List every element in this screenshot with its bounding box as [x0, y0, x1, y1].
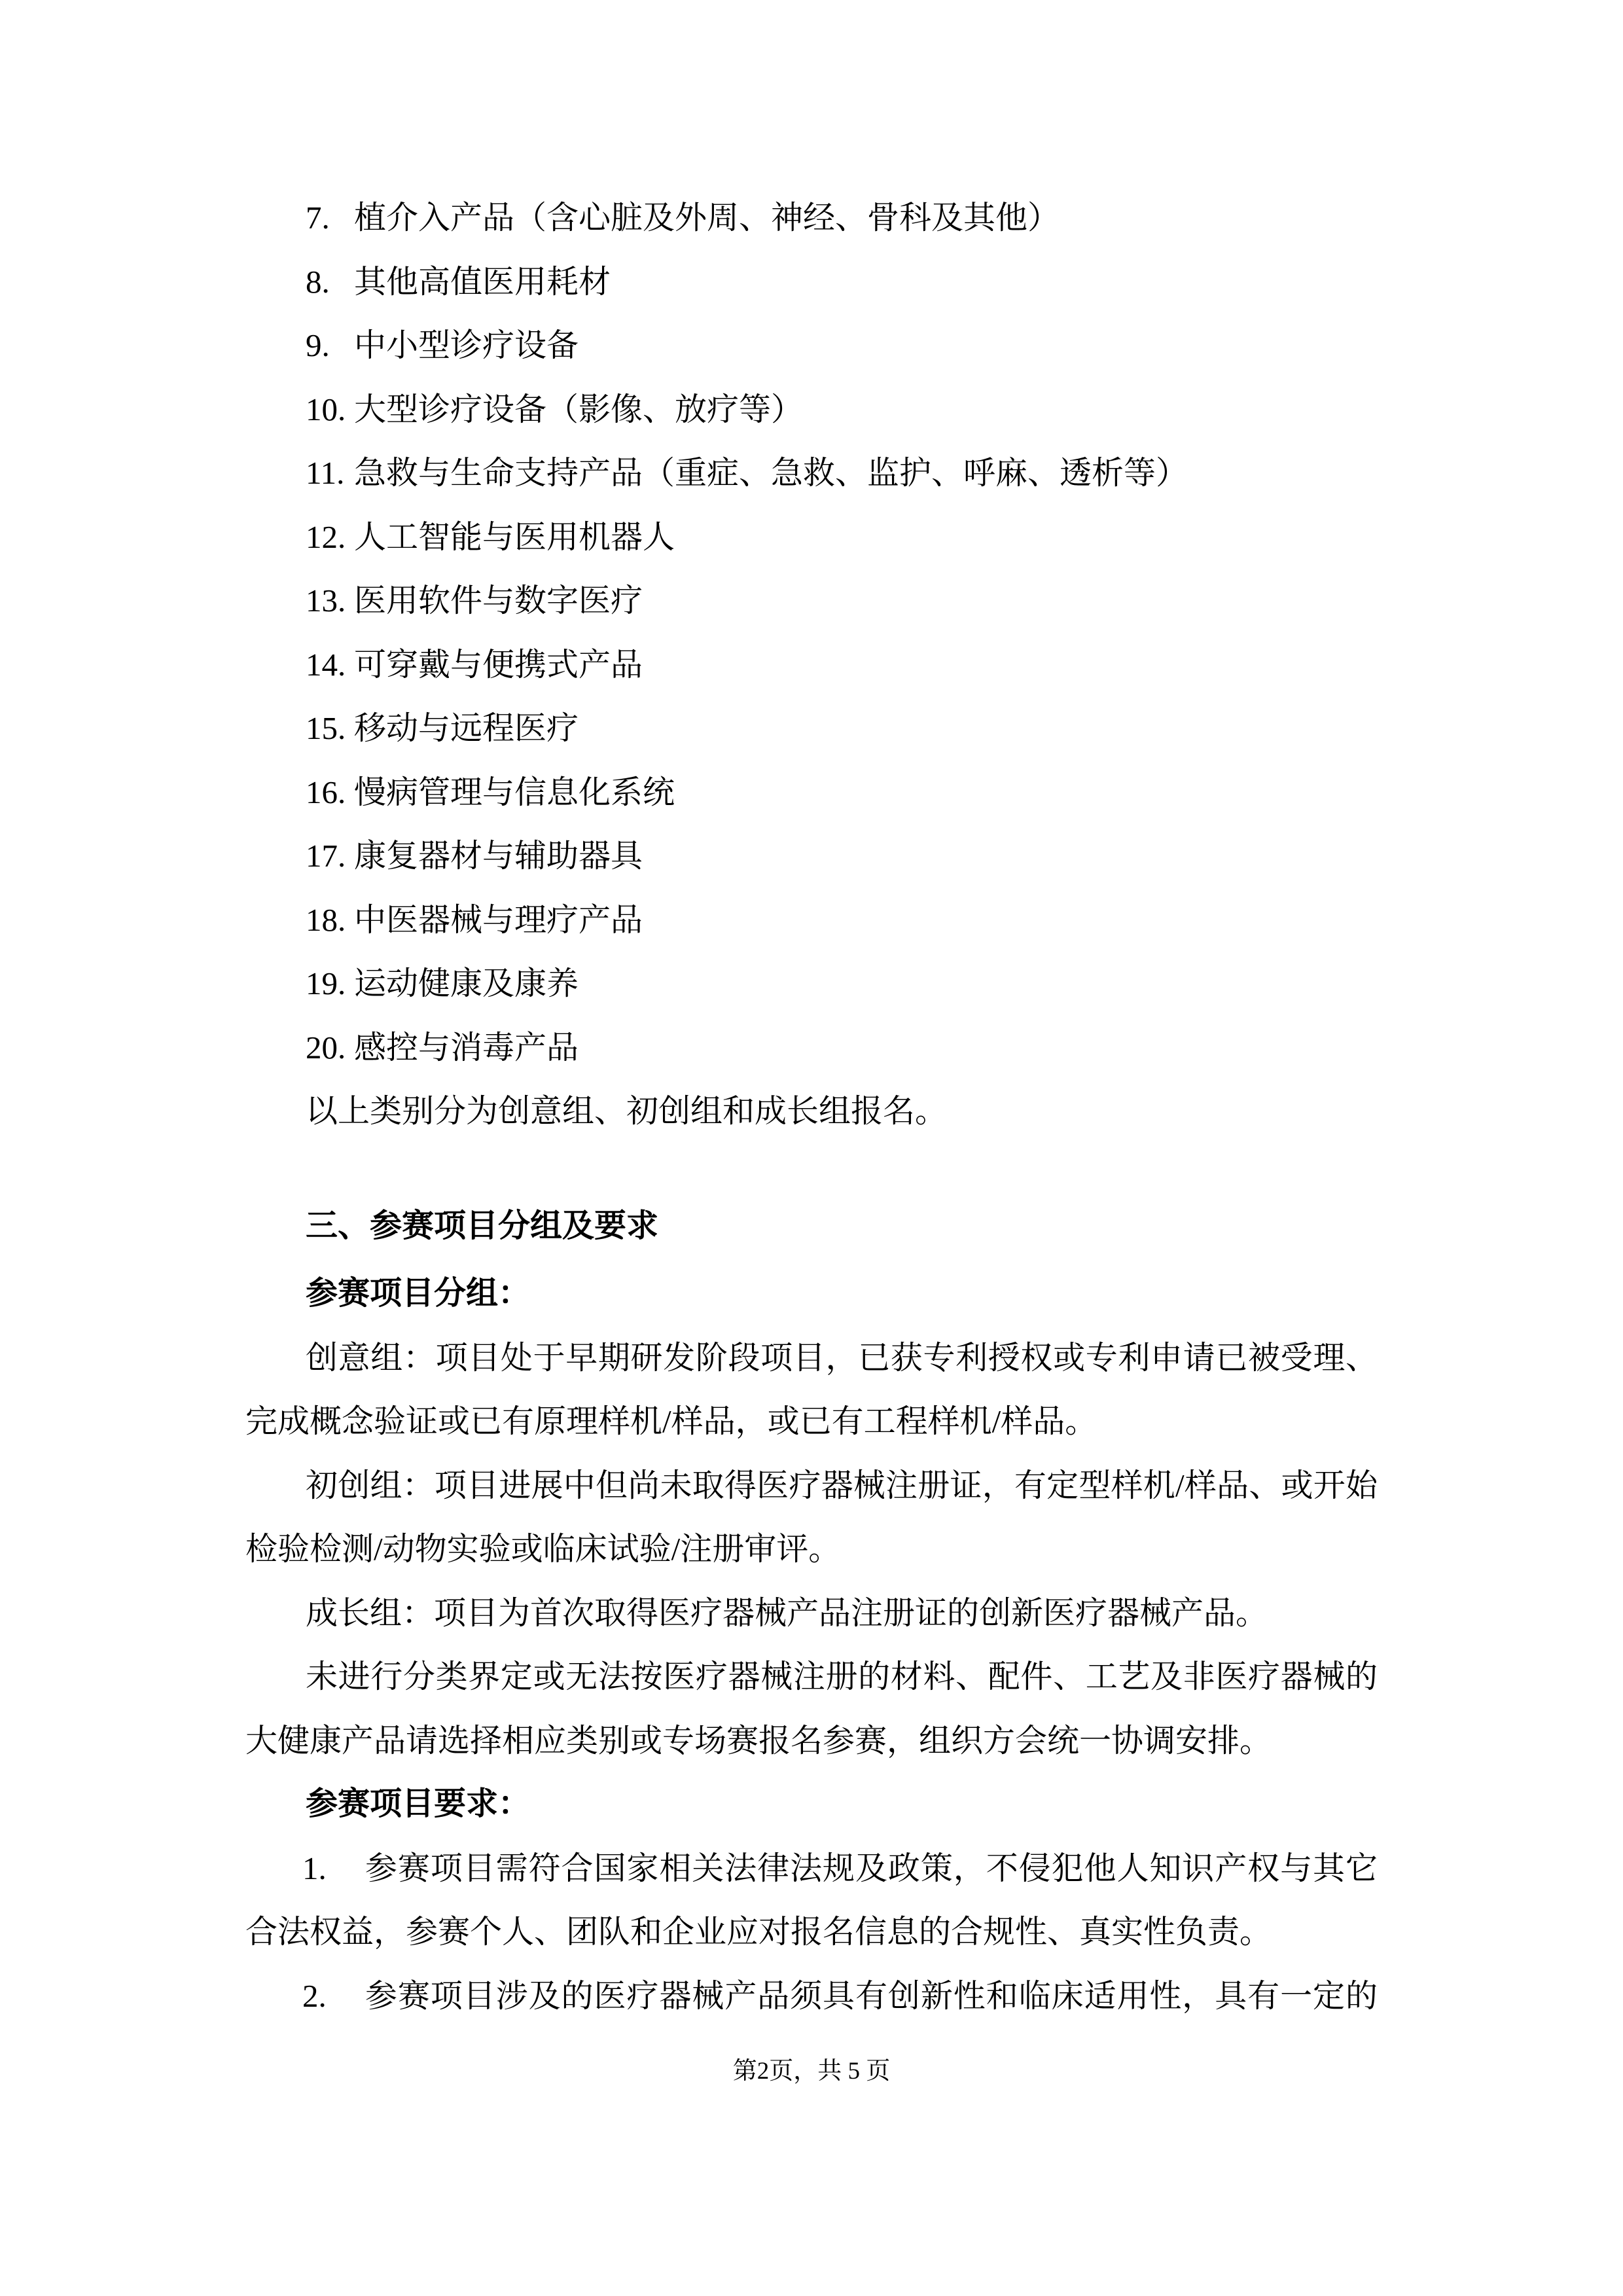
category-text: 大型诊疗设备（影像、放疗等）: [354, 391, 804, 427]
category-text: 医用软件与数字医疗: [354, 583, 643, 619]
paragraph-line: 检验检测/动物实验或临床试验/注册审评。: [245, 1531, 841, 1567]
category-number: 12.: [306, 518, 346, 555]
requirement-text: 参赛项目涉及的医疗器械产品须具有创新性和临床适用性，具有一定的: [365, 1977, 1378, 2014]
category-number: 15.: [306, 710, 346, 746]
category-number: 11.: [306, 455, 345, 491]
category-number: 20.: [306, 1029, 346, 1066]
category-number: 9.: [306, 327, 330, 363]
requirement-line: [245, 1964, 1378, 2028]
requirement-text: 参赛项目需符合国家相关法律法规及政策，不侵犯他人知识产权与其它: [365, 1850, 1378, 1886]
grouping-heading: 参赛项目分组：: [306, 1276, 531, 1311]
category-item: [245, 186, 1378, 250]
category-text: 急救与生命支持产品（重症、急救、监护、呼麻、透析等）: [354, 455, 1188, 491]
category-item: [245, 505, 1378, 569]
category-item: [245, 1016, 1378, 1080]
category-item: [245, 250, 1378, 314]
paragraph-line: 大健康产品请选择相应类别或专场赛报名参赛，组织方会统一协调安排。: [245, 1722, 1272, 1759]
requirement-number: 2.: [302, 1977, 327, 2014]
category-number: 7.: [306, 200, 330, 236]
category-number: 13.: [306, 583, 346, 619]
category-number: 8.: [306, 263, 330, 300]
category-text: 其他高值医用耗材: [354, 263, 611, 300]
page-footer: 第2页，共 5 页: [732, 2058, 891, 2085]
category-item: [245, 888, 1378, 952]
category-item: [245, 952, 1378, 1016]
paragraph-line: 成长组：项目为首次取得医疗器械产品注册证的创新医疗器械产品。: [306, 1594, 1268, 1631]
category-text: 人工智能与医用机器人: [354, 518, 675, 555]
requirement-line: 合法权益，参赛个人、团队和企业应对报名信息的合规性、真实性负责。: [245, 1914, 1272, 1950]
category-text: 中小型诊疗设备: [354, 327, 579, 363]
requirement-line: [245, 1837, 1378, 1901]
category-item: [245, 441, 1378, 505]
category-item: [245, 378, 1378, 442]
category-text: 移动与远程医疗: [354, 710, 579, 746]
category-number: 18.: [306, 901, 346, 938]
category-item: [245, 633, 1378, 697]
paragraph-line: 完成概念验证或已有原理样机/样品，或已有工程样机/样品。: [245, 1403, 1097, 1439]
category-number: 10.: [306, 391, 346, 427]
category-text: 运动健康及康养: [354, 965, 579, 1001]
category-text: 感控与消毒产品: [354, 1029, 579, 1066]
section-heading: 三、参赛项目分组及要求: [306, 1208, 659, 1244]
category-text: 慢病管理与信息化系统: [354, 774, 675, 810]
paragraph-line: 初创组：项目进展中但尚未取得医疗器械注册证，有定型样机/样品、或开始: [306, 1467, 1378, 1503]
category-text: 植介入产品（含心脏及外周、神经、骨科及其他）: [354, 200, 1060, 236]
category-note: 以上类别分为创意组、初创组和成长组报名。: [306, 1093, 948, 1129]
paragraph-line: 创意组：项目处于早期研发阶段项目，已获专利授权或专利申请已被受理、: [306, 1339, 1378, 1376]
document-body: [245, 186, 1378, 2028]
category-item: [245, 569, 1378, 633]
requirements-heading: 参赛项目要求：: [306, 1786, 531, 1821]
category-item: [245, 824, 1378, 888]
category-item: [245, 696, 1378, 761]
category-item: [245, 314, 1378, 378]
category-number: 19.: [306, 965, 346, 1001]
category-text: 康复器材与辅助器具: [354, 838, 643, 874]
category-text: 中医器械与理疗产品: [354, 901, 643, 938]
category-text: 可穿戴与便携式产品: [354, 646, 643, 683]
category-item: [245, 761, 1378, 825]
category-number: 17.: [306, 838, 346, 874]
requirement-number: 1.: [302, 1850, 327, 1886]
category-number: 14.: [306, 646, 346, 683]
paragraph-line: 未进行分类界定或无法按医疗器械注册的材料、配件、工艺及非医疗器械的: [306, 1659, 1378, 1695]
category-number: 16.: [306, 774, 346, 810]
